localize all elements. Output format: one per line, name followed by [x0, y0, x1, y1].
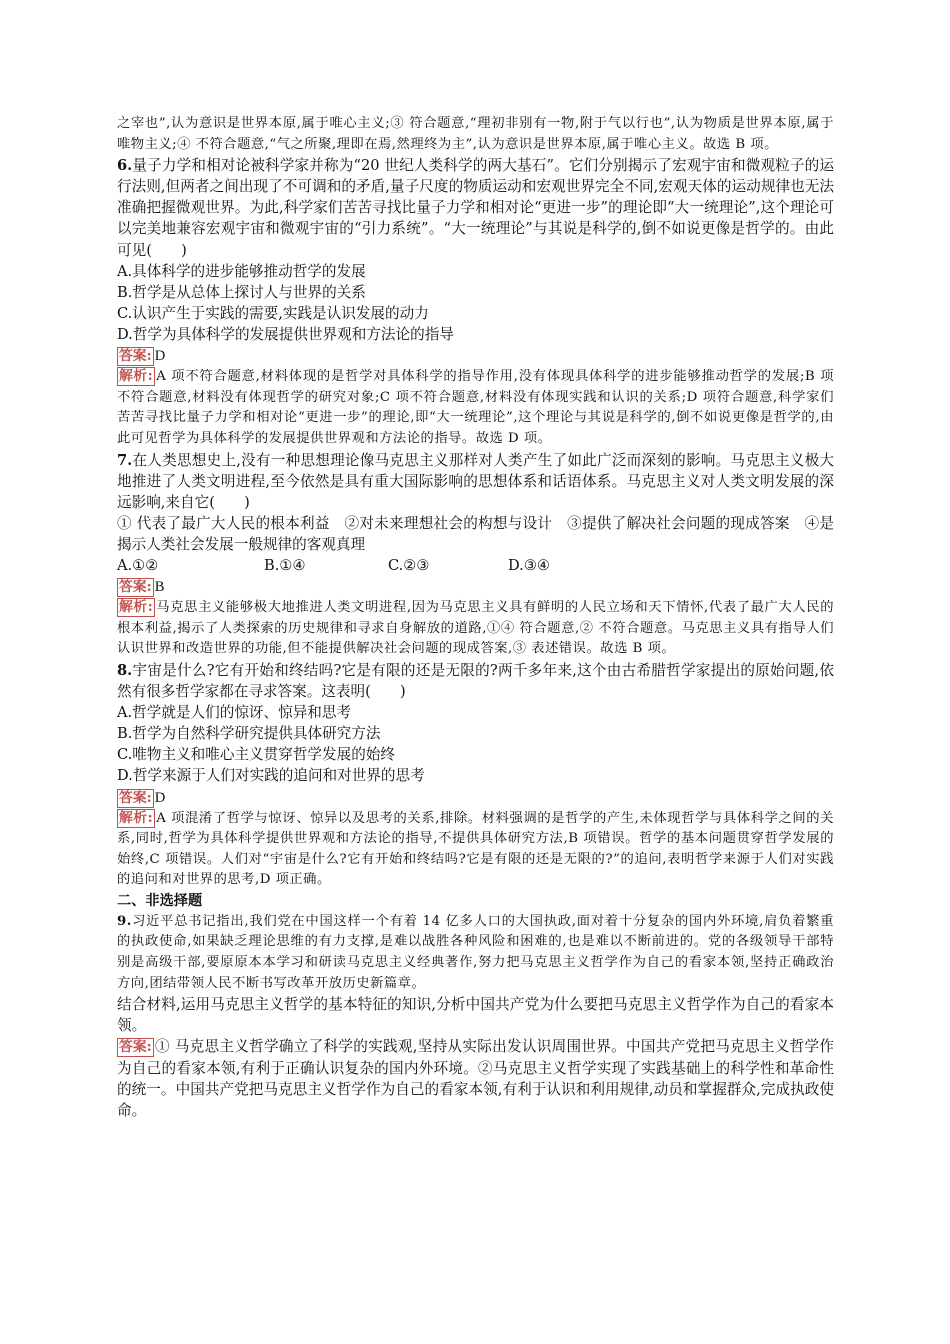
- question-9: [117, 912, 834, 1121]
- option-c: C.认识产生于实践的需要,实践是认识发展的动力: [117, 304, 429, 322]
- answer-line: [117, 1036, 834, 1120]
- question-7-items: ① 代表了最广大人民的根本利益 ②对未来理想社会的构想与设计 ③提供了解决社会问题的现成答案 ④是揭示人类社会发展一般规律的客观真理: [117, 514, 834, 553]
- option-d: D.哲学来源于人们对实践的追问和对世界的思考: [117, 767, 425, 785]
- answer-value: D: [154, 348, 166, 365]
- question-text: 习近平总书记指出,我们党在中国这样一个有着 14 亿多人口的大国执政,面对着十分复杂的国内外环境,肩负着繁重的执政使命,如果缺乏理论思维的有力支撑,是难以战胜各种风险和困难的,也是难以不断前进的。党的各级领导干部特别是高级干部,要原原本本学习和研读马克思主义经典著作,努力把马克思主义哲学作为自己的看家本领,坚持正确政治方向,团结带领人民不断书写改革开放历史新篇章。: [117, 913, 834, 991]
- analysis-text: A 项不符合题意,材料体现的是哲学对具体科学的指导作用,没有体现具体科学的进步能够推动哲学的发展;B 项不符合题意,材料没有体现哲学的研究对象;C 项不符合题意,材料没有体现实践和认识的关系;D 项符合题意,科学家们苦苦寻找比量子力学和相对论“更进一步”的理论,即“大一统理论”,这个理论与其说是科学的,倒不如说更像是哲学的,由此可见哲学为具体科学的发展提供世界观和方法论的指导。故选 D 项。: [117, 369, 834, 446]
- answer-label: 答案:: [119, 579, 152, 596]
- question-number: 8.: [117, 661, 133, 679]
- previous-explanation-continuation: 之宰也”,认为意识是世界本原,属于唯心主义;③ 符合题意,“理初非别有一物,附于气以行也”,认为物质是世界本原,属于唯物主义;④ 不符合题意,“气之所聚,理即在焉,然理终为主”,认为意识是世界本原,属于唯心主义。故选 B 项。: [117, 116, 834, 152]
- question-text: 宇宙是什么?它有开始和终结吗?它是有限的还是无限的?两千多年来,这个由古希腊哲学家提出的原始问题,依然有很多哲学家都在寻求答案。这表明( ): [117, 661, 834, 701]
- option-d: D.哲学为具体科学的发展提供世界观和方法论的指导: [117, 325, 454, 343]
- section-heading: 二、非选择题: [117, 892, 203, 909]
- answer-text: ① 马克思主义哲学确立了科学的实践观,坚持从实际出发认识周围世界。中国共产党把马克思主义哲学作为自己的看家本领,有利于正确认识复杂的国内外环境。②马克思主义哲学实现了实践基础上的科学性和革命性的统一。中国共产党把马克思主义哲学作为自己的看家本领,有利于认识和利用规律,动员和掌握群众,完成执政使命。: [117, 1038, 834, 1119]
- analysis-label: 解析:: [119, 599, 154, 616]
- option-a: A.具体科学的进步能够推动哲学的发展: [117, 262, 366, 280]
- document-page: [117, 114, 834, 1121]
- question-text: 量子力学和相对论被科学家并称为“20 世纪人类科学的两大基石”。它们分别揭示了宏观宇宙和微观粒子的运行法则,但两者之间出现了不可调和的矛盾,量子尺度的物质运动和宏观世界完全不同,宏观天体的运动规律也无法准确把握微观世界。为此,科学家们苦苦寻找比量子力学和相对论“更进一步”的理论即“大一统理论”,这个理论可以完美地兼容宏观宇宙和微观宇宙的“引力系统”。“大一统理论”与其说是科学的,倒不如说更像是哲学的。由此可见( ): [117, 157, 834, 259]
- question-7: [117, 450, 834, 660]
- answer-line: [117, 787, 834, 809]
- option-row: [117, 555, 834, 576]
- question-number: 9.: [117, 913, 132, 929]
- question-number: 6.: [117, 157, 133, 175]
- answer-line: [117, 345, 834, 367]
- option-a: A.哲学就是人们的惊讶、惊异和思考: [117, 704, 352, 722]
- question-8-stem: [117, 660, 834, 702]
- answer-line: [117, 576, 834, 598]
- analysis-label: 解析:: [119, 809, 154, 826]
- analysis-label: 解析:: [119, 368, 154, 385]
- option-b: B.哲学是从总体上探讨人与世界的关系: [117, 283, 366, 301]
- answer-label: 答案:: [119, 1039, 152, 1056]
- question-number: 7.: [117, 451, 133, 469]
- question-9-stem: [117, 912, 834, 994]
- analysis-line: [117, 598, 834, 660]
- option-a: A.①②: [117, 556, 159, 574]
- analysis-text: 马克思主义能够极大地推进人类文明进程,因为马克思主义具有鲜明的人民立场和天下情怀,代表了最广大人民的根本利益,揭示了人类探索的历史规律和寻求自身解放的道路,①④ 符合题意,② 不符合题意。马克思主义具有指导人们认识世界和改造世界的功能,但不能提供解决社会问题的现成答案,③ 表述错误。故选 B 项。: [117, 600, 834, 657]
- option-b: B.①④: [264, 556, 306, 574]
- option-d: D.③④: [508, 556, 550, 574]
- option-b: B.哲学为自然科学研究提供具体研究方法: [117, 725, 381, 743]
- option-c: C.唯物主义和唯心主义贯穿哲学发展的始终: [117, 746, 395, 764]
- answer-label: 答案:: [119, 348, 152, 365]
- answer-value: B: [154, 579, 165, 596]
- question-text: 在人类思想史上,没有一种思想理论像马克思主义那样对人类产生了如此广泛而深刻的影响。马克思主义极大地推进了人类文明进程,至今依然是具有重大国际影响的思想体系和话语体系。马克思主义对人类文明发展的深远影响,来自它( ): [117, 451, 834, 511]
- option-c: C.②③: [388, 556, 430, 574]
- question-6-stem: [117, 155, 834, 260]
- question-8: [117, 660, 834, 891]
- question-6: [117, 155, 834, 449]
- analysis-line: [117, 367, 834, 449]
- analysis-line: [117, 809, 834, 891]
- analysis-text: A 项混淆了哲学与惊讶、惊异以及思考的关系,排除。材料强调的是哲学的产生,未体现哲学与具体科学之间的关系,同时,哲学为具体科学提供世界观和方法论的指导,不提供具体研究方法,B 项错误。哲学的基本问题贯穿哲学发展的始终,C 项错误。人们对“宇宙是什么?它有开始和终结吗?它是有限的还是无限的?”的追问,表明哲学来源于人们对实践的追问和对世界的思考,D 项正确。: [117, 810, 834, 888]
- answer-label: 答案:: [119, 789, 152, 806]
- question-9-prompt: 结合材料,运用马克思主义哲学的基本特征的知识,分析中国共产党为什么要把马克思主义哲学作为自己的看家本领。: [117, 996, 834, 1035]
- answer-value: D: [154, 789, 166, 806]
- question-7-stem: [117, 450, 834, 513]
